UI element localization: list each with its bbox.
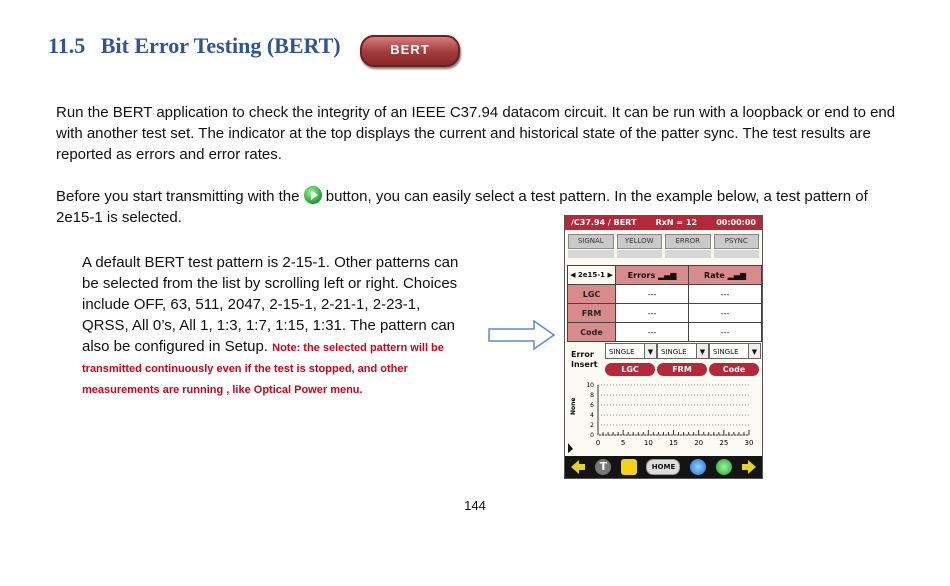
chevron-down-icon: ▼	[644, 344, 656, 358]
menu-icon[interactable]	[621, 459, 637, 475]
section-heading	[48, 33, 341, 59]
x-tick-label: 10	[643, 439, 653, 447]
pattern-description	[82, 252, 462, 399]
results-table	[567, 265, 762, 342]
status-history	[565, 249, 762, 259]
chevron-down-icon: ▼	[748, 344, 760, 358]
column-errors[interactable]: Errors ▂▄▆	[616, 266, 689, 285]
mode-dropdown-lgc[interactable]: SINGLE ▼	[605, 343, 657, 359]
right-arrow-icon	[488, 320, 556, 350]
bert-badge-label: BERT	[390, 42, 430, 57]
section-number: 11.5	[48, 33, 86, 58]
y-tick-label: 4	[590, 412, 594, 419]
status-signal: SIGNAL	[568, 234, 614, 249]
status-error: ERROR	[665, 234, 711, 249]
cursor-icon	[568, 443, 573, 453]
table-row	[568, 323, 762, 342]
pattern-note: Note: the selected pattern will be transmitted continuously even if the test is stopped, and other measurements are running , like Optical Power menu.	[82, 342, 444, 396]
intro-paragraph: Run the BERT application to check the integrity of an IEEE C37.94 datacom circuit. It can be run with a loopback or end to end with another test set. The indicator at the top displays the current and historical state of the patter sync. The test results are reported as errors and error rates.	[56, 104, 896, 163]
chevron-down-icon: ▼	[696, 344, 708, 358]
device-nav-bar	[565, 456, 762, 478]
page-number: 144	[464, 498, 486, 513]
t-button[interactable]: T	[595, 459, 611, 475]
pattern-value: 2e15-1	[577, 271, 606, 279]
row-label-frm: FRM	[568, 304, 616, 323]
error-insert-label: Error Insert	[571, 350, 598, 369]
row-label-code: Code	[568, 323, 616, 342]
x-tick-label: 30	[744, 439, 754, 447]
insert-lgc-button[interactable]: LGC	[605, 363, 655, 376]
home-button[interactable]: HOME	[646, 459, 680, 475]
graph-ylabel: None	[570, 397, 577, 415]
bert-screenshot	[564, 215, 763, 479]
row-label-lgc: LGC	[568, 285, 616, 304]
status-yellow: YELLOW	[617, 234, 663, 249]
pattern-paragraph-start: Before you start transmitting with the	[56, 188, 300, 205]
frm-errors: ---	[616, 304, 689, 323]
start-play-icon[interactable]	[716, 459, 732, 475]
y-tick-label: 10	[586, 382, 594, 389]
y-tick-label: 0	[590, 432, 594, 439]
forward-arrow-icon[interactable]	[741, 459, 757, 475]
section-title: Bit Error Testing (BERT)	[100, 33, 341, 58]
timer-readout: 00:00:00	[716, 218, 756, 227]
status-psync: PSYNC	[714, 234, 760, 249]
code-errors: ---	[616, 323, 689, 342]
start-play-icon	[304, 186, 322, 204]
insert-frm-button[interactable]: FRM	[657, 363, 707, 376]
bert-badge	[360, 35, 460, 67]
table-row	[568, 285, 762, 304]
x-tick-label: 20	[694, 439, 704, 447]
x-tick-label: 0	[595, 439, 601, 447]
insert-code-button[interactable]: Code	[709, 363, 759, 376]
device-title-bar	[565, 216, 762, 230]
code-rate: ---	[689, 323, 762, 342]
x-tick-label: 15	[669, 439, 678, 447]
device-title: /C37.94 / BERT	[571, 218, 637, 227]
y-tick-label: 6	[590, 402, 594, 409]
back-arrow-icon[interactable]	[570, 459, 586, 475]
rxn-readout: RxN = 12	[655, 218, 698, 227]
mode-dropdown-code[interactable]: SINGLE ▼	[709, 343, 761, 359]
mode-dropdown-frm[interactable]: SINGLE ▼	[657, 343, 709, 359]
error-graph	[565, 381, 762, 456]
pattern-description-text: A default BERT test pattern is 2-15-1. Other patterns can be selected from the list by scrolling left or right. Choices include OFF, 63, 511, 2047, 2-15-1, 2-21-1, 2-23-1, QRSS, All 0’s, All 1, 1:3, 1:7, 1:15, 1:31. The pattern can also be configured in Setup.	[82, 254, 459, 355]
pattern-selector[interactable]: ◀ 2e15-1 ▶	[568, 266, 616, 285]
y-tick-label: 2	[590, 422, 594, 429]
frm-rate: ---	[689, 304, 762, 323]
column-rate[interactable]: Rate ▂▄▆	[689, 266, 762, 285]
x-tick-label: 5	[620, 439, 626, 447]
y-tick-label: 8	[590, 392, 594, 399]
refresh-icon[interactable]	[690, 459, 706, 475]
pattern-paragraph-end: button, you can easily select a test pattern. In the example below, a test pattern of 2e15-1 is selected.	[56, 188, 868, 226]
x-tick-label: 25	[719, 439, 729, 447]
table-row	[568, 304, 762, 323]
lgc-rate: ---	[689, 285, 762, 304]
status-indicators	[565, 230, 762, 249]
lgc-errors: ---	[616, 285, 689, 304]
